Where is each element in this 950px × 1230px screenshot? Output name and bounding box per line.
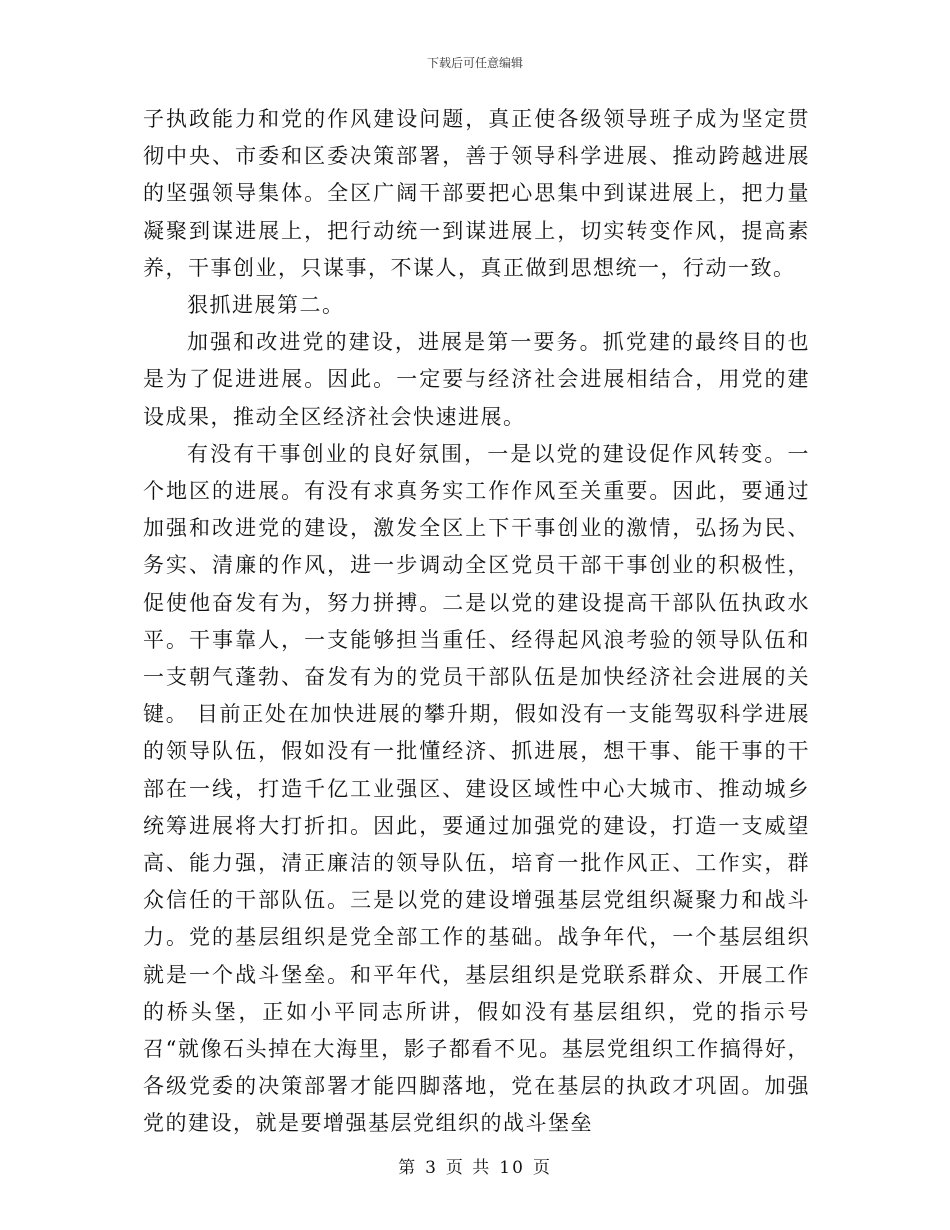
footer-total-pages: 10 (499, 1158, 525, 1178)
page-number-footer (0, 1153, 950, 1178)
footer-suffix: 页 (532, 1158, 552, 1178)
document-body (143, 101, 810, 1143)
footer-current-page: 3 (425, 1158, 438, 1178)
page-header-note: 下载后可任意编辑 (426, 56, 523, 70)
footer-prefix: 第 (398, 1158, 418, 1178)
paragraph-continuation: 子执政能力和党的作风建设问题，真正使各级领导班子成为坚定贯彻中央、市委和区委决策部署，善于领导科学进展、推动跨越进展的坚强领导集体。全区广阔干部要把心思集中到谋进展上，把力量凝聚到谋进展上，把行动统一到谋进展上，切实转变作风，提高素养，干事创业，只谋事，不谋人，真正做到思想统一，行动一致。 (143, 107, 810, 280)
paragraph-heading: 狠抓进展第二。 (187, 293, 345, 318)
paragraph: 加强和改进党的建设，进展是第一要务。抓党建的最终目的也是为了促进进展。因此。一定要与经济社会进展相结合，用党的建设成果，推动全区经济社会快速进展。 (143, 330, 810, 429)
paragraph: 有没有干事创业的良好氛围，一是以党的建设促作风转变。一个地区的进展。有没有求真务实工作作风至关重要。因此，要通过加强和改进党的建设，激发全区上下干事创业的激情，弘扬为民、务实、清廉的作风，进一步调动全区党员干部干事创业的积极性，促使他奋发有为，努力拼搏。二是以党的建设提高干部队伍执政水平。干事靠人，一支能够担当重任、经得起风浪考验的领导队伍和一支朝气蓬勃、奋发有为的党员干部队伍是加快经济社会进展的关键。 目前正处在加快进展的攀升期，假如没有一支能驾驭科学进展的领导队伍，假如没有一批懂经济、抓进展，想干事、能干事的干部在一线，打造千亿工业强区、建设区域性中心大城市、推动城乡统筹进展将大打折扣。因此，要通过加强党的建设，打造一支威望高、能力强，清正廉洁的领导队伍，培育一批作风正、工作实，群众信任的干部队伍。三是以党的建设增强基层党组织凝聚力和战斗力。党的基层组织是党全部工作的基础。战争年代，一个基层组织就是一个战斗堡垒。和平年代，基层组织是党联系群众、开展工作的桥头堡，正如小平同志所讲，假如没有基层组织，党的指示号召“就像石头掉在大海里，影子都看不见。基层党组织工作搞得好，各级党委的决策部署才能四脚落地，党在基层的执政才巩固。加强党的建设，就是要增强基层党组织的战斗堡垒 (143, 441, 810, 1136)
footer-middle: 页 共 (445, 1158, 492, 1178)
